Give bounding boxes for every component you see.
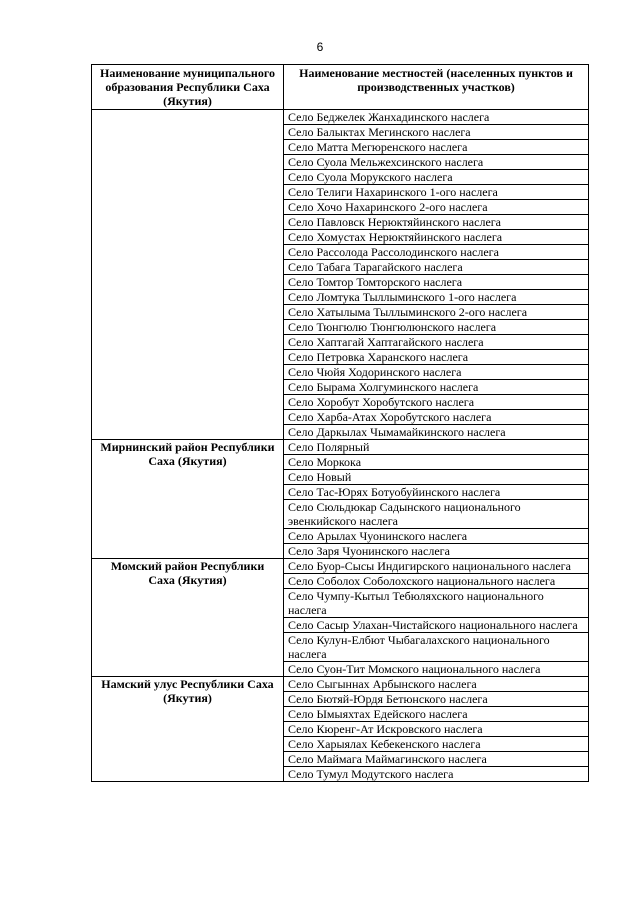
- locality-cell: Село Тумул Модутского наслега: [284, 767, 589, 782]
- header-municipality: Наименование муниципального образования Республики Саха (Якутия): [92, 65, 284, 110]
- locality-cell: Село Балыктах Мегинского наслега: [284, 125, 589, 140]
- locality-cell: Село Павловск Нерюктяйинского наслега: [284, 215, 589, 230]
- locality-cell: Село Буор-Сысы Индигирского национального наслега: [284, 559, 589, 574]
- header-localities: Наименование местностей (населенных пунктов и производственных участков): [284, 65, 589, 110]
- locality-cell: Село Чюйя Ходоринского наслега: [284, 365, 589, 380]
- locality-cell: Село Харба-Атах Хоробутского наслега: [284, 410, 589, 425]
- locality-cell: Село Кюренг-Ат Искровского наслега: [284, 722, 589, 737]
- table-row: [92, 110, 589, 125]
- locality-cell: Село Суола Мельжехсинского наслега: [284, 155, 589, 170]
- locality-cell: Село Суон-Тит Момского национального наслега: [284, 662, 589, 677]
- locality-cell: Село Бырама Холгуминского наслега: [284, 380, 589, 395]
- locality-cell: Село Хоробут Хоробутского наслега: [284, 395, 589, 410]
- locality-cell: Село Новый: [284, 470, 589, 485]
- locality-cell: Село Беджелек Жанхадинского наслега: [284, 110, 589, 125]
- table-header-row: [92, 65, 589, 110]
- locality-cell: Село Даркылах Чымамайкинского наслега: [284, 425, 589, 440]
- locality-cell: Село Сасыр Улахан-Чистайского национального наслега: [284, 618, 589, 633]
- locality-cell: Село Арылах Чуонинского наслега: [284, 529, 589, 544]
- table-row: [92, 559, 589, 574]
- locality-cell: Село Тас-Юрях Ботуобуйинского наслега: [284, 485, 589, 500]
- locality-cell: Село Петровка Харанского наслега: [284, 350, 589, 365]
- locality-cell: Село Сюльдюкар Садынского национального эвенкийского наслега: [284, 500, 589, 529]
- locality-cell: Село Бютяй-Юрдя Бетюнского наслега: [284, 692, 589, 707]
- locality-cell: Село Хаптагай Хаптагайского наслега: [284, 335, 589, 350]
- locality-cell: Село Телиги Нахаринского 1-ого наслега: [284, 185, 589, 200]
- municipality-cell: [92, 110, 284, 440]
- page-number: 6: [316, 40, 324, 54]
- locality-cell: Село Матта Мегюренского наслега: [284, 140, 589, 155]
- locality-cell: Село Маймага Маймагинского наслега: [284, 752, 589, 767]
- locality-cell: Село Харыялах Кебекенского наслега: [284, 737, 589, 752]
- municipality-cell: Мирнинский район Республики Саха (Якутия): [92, 440, 284, 559]
- municipality-cell: Момский район Республики Саха (Якутия): [92, 559, 284, 677]
- locality-cell: Село Хомустах Нерюктяйинского наслега: [284, 230, 589, 245]
- locality-cell: Село Рассолода Рассолодинского наслега: [284, 245, 589, 260]
- locality-cell: Село Соболох Соболохского национального наслега: [284, 574, 589, 589]
- locality-cell: Село Тюнгюлю Тюнгюлюнского наслега: [284, 320, 589, 335]
- locality-cell: Село Хочо Нахаринского 2-ого наслега: [284, 200, 589, 215]
- locality-cell: Село Заря Чуонинского наслега: [284, 544, 589, 559]
- locality-cell: Село Сыгыннах Арбынского наслега: [284, 677, 589, 692]
- locality-cell: Село Суола Морукского наслега: [284, 170, 589, 185]
- table-body: [92, 110, 589, 782]
- locality-cell: Село Полярный: [284, 440, 589, 455]
- locality-cell: Село Моркока: [284, 455, 589, 470]
- locality-cell: Село Кулун-Елбют Чыбагалахского национального наслега: [284, 633, 589, 662]
- municipality-cell: Намский улус Республики Саха (Якутия): [92, 677, 284, 782]
- locality-cell: Село Ломтука Тыллыминского 1-ого наслега: [284, 290, 589, 305]
- table-row: [92, 677, 589, 692]
- locality-cell: Село Ымыяхтах Едейского наслега: [284, 707, 589, 722]
- locality-cell: Село Табага Тарагайского наслега: [284, 260, 589, 275]
- locality-cell: Село Чумпу-Кытыл Тебюляхского национального наслега: [284, 589, 589, 618]
- localities-table: [91, 64, 589, 782]
- table-row: [92, 440, 589, 455]
- locality-cell: Село Томтор Томторского наслега: [284, 275, 589, 290]
- locality-cell: Село Хатылыма Тыллыминского 2-ого наслега: [284, 305, 589, 320]
